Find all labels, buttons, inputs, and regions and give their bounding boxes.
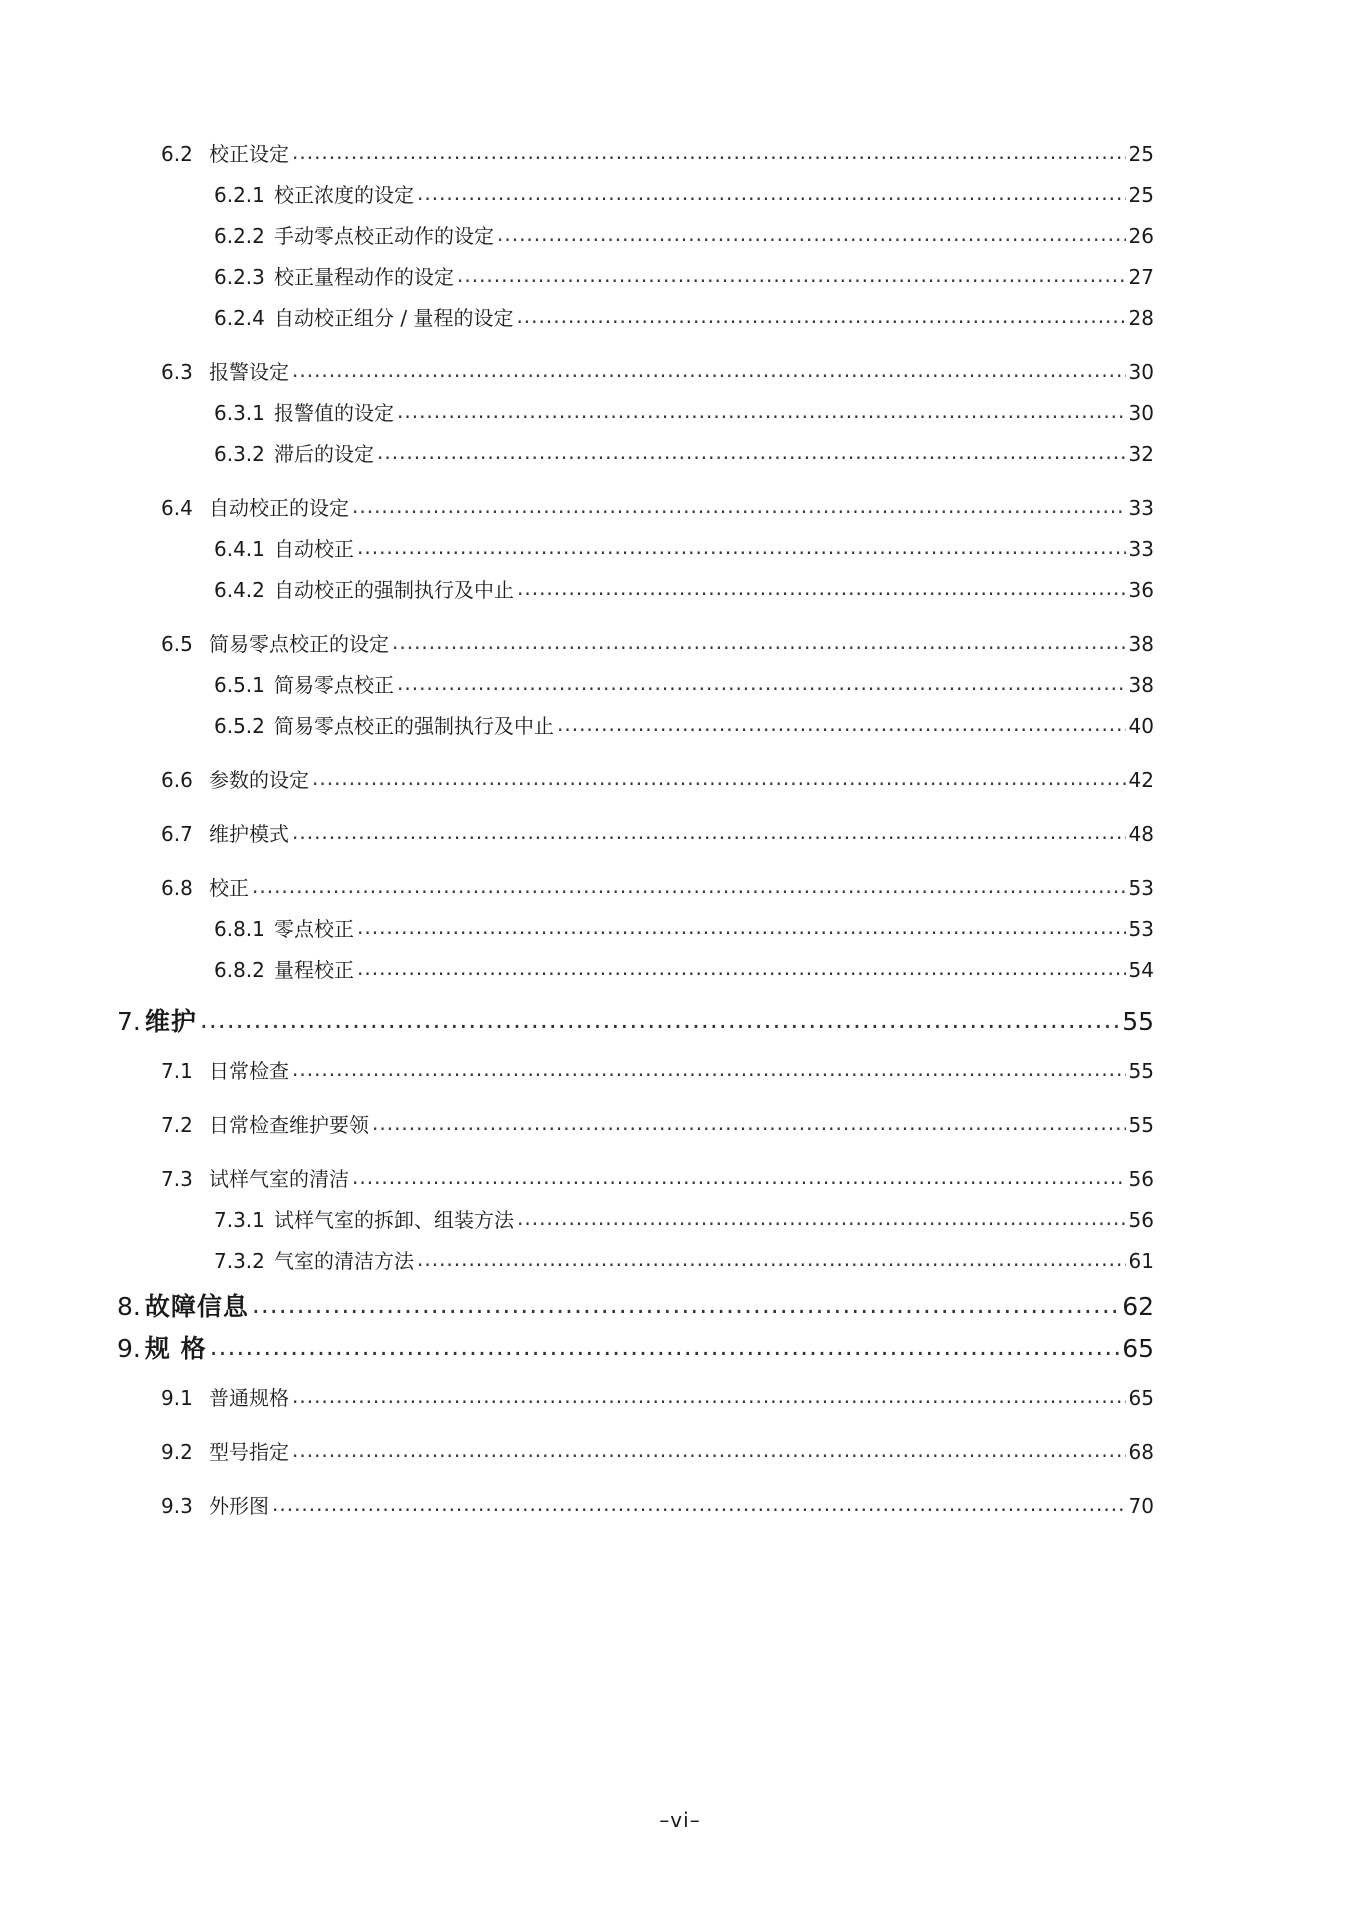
dot-leader bbox=[292, 1385, 1126, 1405]
dot-leader bbox=[517, 1207, 1126, 1227]
toc-page: 56 bbox=[1128, 1167, 1154, 1191]
toc-page: 38 bbox=[1128, 673, 1154, 697]
toc-number: 9.2 bbox=[161, 1440, 193, 1464]
toc-page: 53 bbox=[1128, 876, 1154, 900]
toc-page: 68 bbox=[1128, 1440, 1154, 1464]
toc-page: 42 bbox=[1128, 768, 1154, 792]
dot-leader bbox=[292, 1058, 1126, 1078]
toc-page: 53 bbox=[1128, 917, 1154, 941]
toc-entry-7-2[interactable] bbox=[161, 1109, 1154, 1138]
toc-title: 试样气室的拆卸、组装方法 bbox=[274, 1208, 514, 1232]
dot-leader bbox=[292, 821, 1126, 841]
toc-entry-6-2-3[interactable] bbox=[214, 261, 1154, 290]
toc-number: 6.5.2 bbox=[214, 714, 265, 738]
toc-page: 55 bbox=[1128, 1059, 1154, 1083]
toc-title: 手动零点校正动作的设定 bbox=[274, 224, 494, 248]
toc-number: 7.2 bbox=[161, 1113, 193, 1137]
toc-page: 40 bbox=[1128, 714, 1154, 738]
toc-page: 61 bbox=[1128, 1249, 1154, 1273]
toc-title: 普通规格 bbox=[209, 1386, 289, 1410]
toc-entry-7-3-2[interactable] bbox=[214, 1245, 1154, 1274]
toc-number: 6.8.1 bbox=[214, 917, 265, 941]
dot-leader bbox=[252, 1290, 1119, 1315]
dot-leader bbox=[516, 305, 1125, 325]
toc-number: 6.2 bbox=[161, 142, 193, 166]
dot-leader bbox=[417, 182, 1126, 202]
page-number: –vi– bbox=[659, 1808, 701, 1832]
toc-number: 6.4 bbox=[161, 496, 193, 520]
toc-page: 25 bbox=[1128, 183, 1154, 207]
dot-leader bbox=[557, 713, 1126, 733]
toc-number: 7.3 bbox=[161, 1167, 193, 1191]
toc-number: 6.2.3 bbox=[214, 265, 265, 289]
toc-number: 7.3.1 bbox=[214, 1208, 265, 1232]
toc-page: 70 bbox=[1128, 1494, 1154, 1518]
dot-leader bbox=[352, 1166, 1126, 1186]
toc-title: 报警设定 bbox=[209, 360, 289, 384]
toc-page: 38 bbox=[1128, 632, 1154, 656]
toc-entry-6-8-1[interactable] bbox=[214, 913, 1154, 942]
toc-entry-9-1[interactable] bbox=[161, 1382, 1154, 1411]
toc-title: 自动校正 bbox=[274, 537, 354, 561]
toc-entry-7-1[interactable] bbox=[161, 1055, 1154, 1084]
dot-leader bbox=[372, 1112, 1126, 1132]
toc-title: 简易零点校正的设定 bbox=[209, 632, 389, 656]
toc-entry-6-2-1[interactable] bbox=[214, 179, 1154, 208]
toc-page: 56 bbox=[1128, 1208, 1154, 1232]
toc-number: 6.8.2 bbox=[214, 958, 265, 982]
toc-title: 型号指定 bbox=[209, 1440, 289, 1464]
toc-title: 维护 bbox=[144, 1007, 197, 1036]
toc-entry-6-2[interactable] bbox=[161, 138, 1154, 167]
toc-title: 日常检查维护要领 bbox=[209, 1113, 369, 1137]
dot-leader bbox=[377, 441, 1126, 461]
toc-page: 30 bbox=[1128, 401, 1154, 425]
toc-entry-6-5[interactable] bbox=[161, 628, 1154, 657]
toc-title: 参数的设定 bbox=[209, 768, 309, 792]
toc-page: 27 bbox=[1128, 265, 1154, 289]
toc-entry-6-7[interactable] bbox=[161, 818, 1154, 847]
dot-leader bbox=[357, 957, 1126, 977]
toc-number: 7.3.2 bbox=[214, 1249, 265, 1273]
toc-title: 校正 bbox=[209, 876, 249, 900]
toc-entry-6-5-2[interactable] bbox=[214, 710, 1154, 739]
toc-entry-6-5-1[interactable] bbox=[214, 669, 1154, 698]
dot-leader bbox=[397, 672, 1126, 692]
dot-leader bbox=[517, 577, 1126, 597]
toc-title: 日常检查 bbox=[209, 1059, 289, 1083]
toc-number: 6.3 bbox=[161, 360, 193, 384]
toc-number: 6.3.2 bbox=[214, 442, 265, 466]
toc-page: 55 bbox=[1122, 1007, 1154, 1036]
toc-entry-9-2[interactable] bbox=[161, 1436, 1154, 1465]
toc-title: 自动校正的设定 bbox=[209, 496, 349, 520]
toc-number: 8. bbox=[117, 1292, 141, 1321]
dot-leader bbox=[352, 495, 1126, 515]
toc-page: 32 bbox=[1128, 442, 1154, 466]
toc-title: 量程校正 bbox=[274, 958, 354, 982]
toc-page: 55 bbox=[1128, 1113, 1154, 1137]
toc-title: 维护模式 bbox=[209, 822, 289, 846]
toc-number: 6.5 bbox=[161, 632, 193, 656]
toc-entry-9-3[interactable] bbox=[161, 1490, 1154, 1519]
toc-number: 9.3 bbox=[161, 1494, 193, 1518]
toc-page: 25 bbox=[1128, 142, 1154, 166]
toc-number: 7. bbox=[117, 1007, 141, 1036]
toc-page: 26 bbox=[1128, 224, 1154, 248]
dot-leader bbox=[397, 400, 1126, 420]
dot-leader bbox=[357, 916, 1126, 936]
toc-entry-6-3-1[interactable] bbox=[214, 397, 1154, 426]
dot-leader bbox=[252, 875, 1126, 895]
toc-chapter-8[interactable] bbox=[117, 1287, 1154, 1323]
dot-leader bbox=[200, 1005, 1119, 1030]
toc-title: 规 格 bbox=[144, 1334, 207, 1363]
toc-title: 故障信息 bbox=[144, 1292, 249, 1321]
toc-title: 校正量程动作的设定 bbox=[274, 265, 454, 289]
dot-leader bbox=[292, 359, 1126, 379]
toc-number: 6.3.1 bbox=[214, 401, 265, 425]
toc-entry-6-3-2[interactable] bbox=[214, 438, 1154, 467]
toc-title: 外形图 bbox=[209, 1494, 269, 1518]
toc-title: 校正设定 bbox=[209, 142, 289, 166]
toc-entry-6-6[interactable] bbox=[161, 764, 1154, 793]
toc-entry-6-8-2[interactable] bbox=[214, 954, 1154, 983]
toc-page: 33 bbox=[1128, 496, 1154, 520]
dot-leader bbox=[312, 767, 1126, 787]
toc-number: 6.6 bbox=[161, 768, 193, 792]
dot-leader bbox=[457, 264, 1126, 284]
toc-title: 校正浓度的设定 bbox=[274, 183, 414, 207]
toc-entry-6-3[interactable] bbox=[161, 356, 1154, 385]
toc-number: 7.1 bbox=[161, 1059, 193, 1083]
toc-page: 36 bbox=[1128, 578, 1154, 602]
toc-number: 6.2.2 bbox=[214, 224, 265, 248]
toc-number: 6.4.1 bbox=[214, 537, 265, 561]
toc-number: 6.8 bbox=[161, 876, 193, 900]
dot-leader bbox=[392, 631, 1126, 651]
toc-entry-7-3-1[interactable] bbox=[214, 1204, 1154, 1233]
toc-entry-6-8[interactable] bbox=[161, 872, 1154, 901]
toc-title: 自动校正的强制执行及中止 bbox=[274, 578, 514, 602]
toc-number: 6.7 bbox=[161, 822, 193, 846]
toc-number: 6.4.2 bbox=[214, 578, 265, 602]
toc-page: 30 bbox=[1128, 360, 1154, 384]
toc-number: 6.2.4 bbox=[214, 306, 265, 330]
toc-page: 65 bbox=[1122, 1334, 1154, 1363]
toc-number: 6.5.1 bbox=[214, 673, 265, 697]
toc-title: 报警值的设定 bbox=[274, 401, 394, 425]
toc-chapter-7[interactable] bbox=[117, 1002, 1154, 1038]
toc-entry-6-4-2[interactable] bbox=[214, 574, 1154, 603]
toc-title: 自动校正组分 / 量程的设定 bbox=[274, 306, 514, 330]
toc-title: 零点校正 bbox=[274, 917, 354, 941]
toc-number: 6.2.1 bbox=[214, 183, 265, 207]
toc-entry-6-2-4[interactable] bbox=[214, 302, 1154, 331]
toc-number: 9.1 bbox=[161, 1386, 193, 1410]
toc-page: 33 bbox=[1128, 537, 1154, 561]
toc-title: 滞后的设定 bbox=[274, 442, 374, 466]
dot-leader bbox=[272, 1493, 1126, 1513]
toc-title: 气室的清洁方法 bbox=[274, 1249, 414, 1273]
toc-page: 54 bbox=[1128, 958, 1154, 982]
toc-page: 48 bbox=[1128, 822, 1154, 846]
dot-leader bbox=[292, 141, 1126, 161]
dot-leader bbox=[497, 223, 1126, 243]
dot-leader bbox=[417, 1248, 1126, 1268]
toc-entry-6-2-2[interactable] bbox=[214, 220, 1154, 249]
toc-entry-6-4-1[interactable] bbox=[214, 533, 1154, 562]
toc-page: 62 bbox=[1122, 1292, 1154, 1321]
toc-number: 9. bbox=[117, 1334, 141, 1363]
toc-page: 65 bbox=[1128, 1386, 1154, 1410]
dot-leader bbox=[357, 536, 1126, 556]
toc-title: 简易零点校正 bbox=[274, 673, 394, 697]
toc-title: 试样气室的清洁 bbox=[209, 1167, 349, 1191]
toc-chapter-9[interactable] bbox=[117, 1329, 1154, 1365]
toc-entry-7-3[interactable] bbox=[161, 1163, 1154, 1192]
toc-entry-6-4[interactable] bbox=[161, 492, 1154, 521]
dot-leader bbox=[292, 1439, 1126, 1459]
toc-page: 28 bbox=[1128, 306, 1154, 330]
dot-leader bbox=[210, 1332, 1120, 1357]
toc-title: 简易零点校正的强制执行及中止 bbox=[274, 714, 554, 738]
